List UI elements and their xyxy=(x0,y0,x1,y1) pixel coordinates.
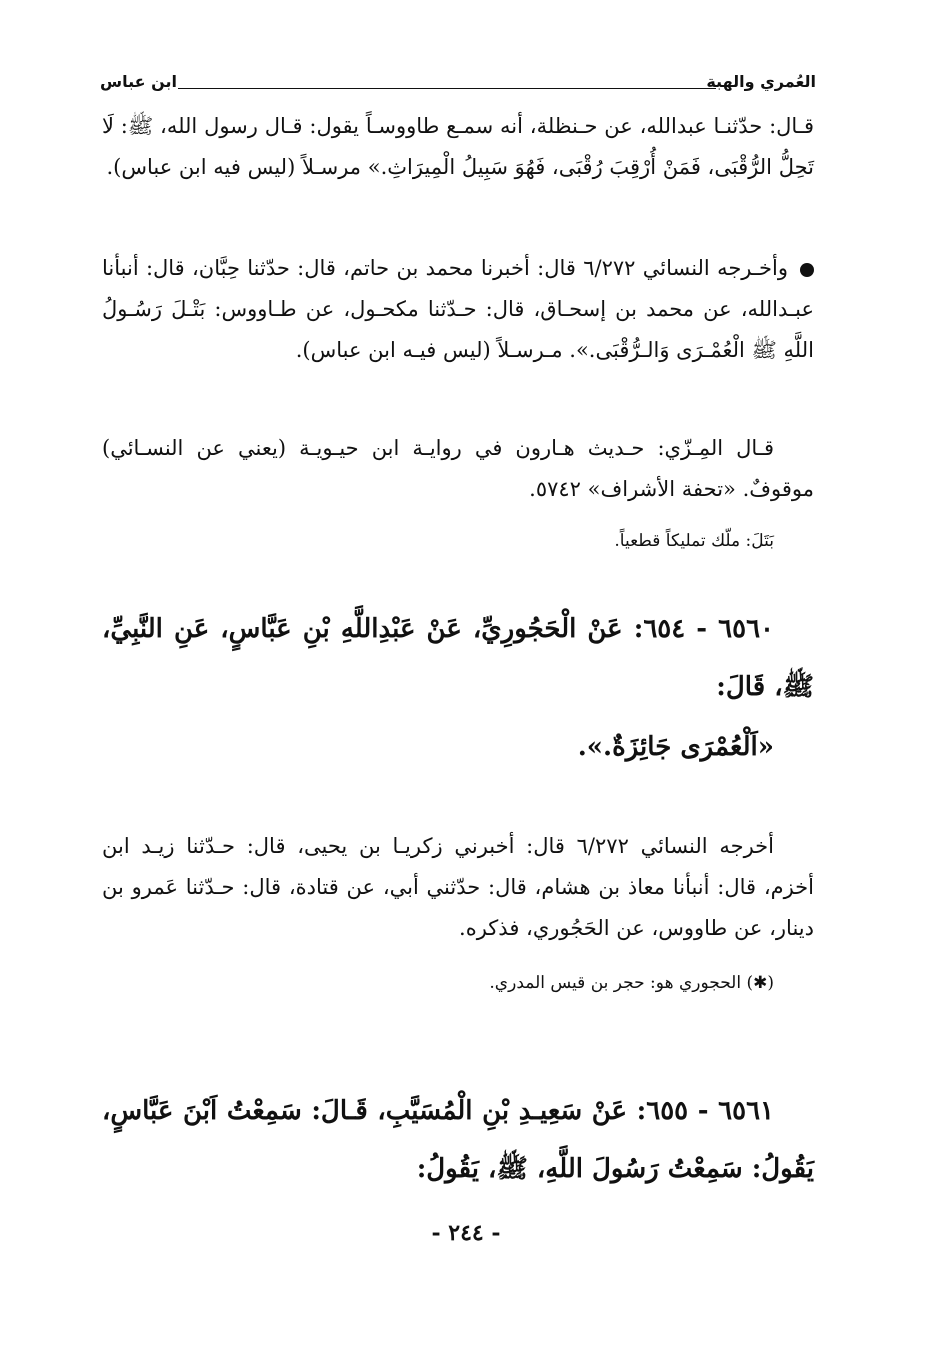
paragraph-nasai-takhrij xyxy=(102,248,814,371)
hadith-6560-text: «اَلْعُمْرَى جَائِزَةٌ.». xyxy=(577,732,774,762)
paragraph-mizzi-comment: قـال المِـزّي: حـديث هـارون في روايـة ابن حيـويـة (يعني عن النسـائي) موقوفٌ. «تحفة الأشراف» ٥٧٤٢. xyxy=(102,436,814,501)
page-number: - ٢٤٤ - xyxy=(431,1220,501,1246)
running-header xyxy=(100,70,816,96)
paragraph-nasai-takhrij-text: وأخـرجه النسائي ٦/٢٧٢ قال: أخبرنا محمد بن حاتم، قال: حدّثنا حِبَّان، قال: أنبأنا عبـدالله، عن محمد بن إسحـاق، قال: حـدّثنا مكحـول، عن طـاووس: بَتْـلَ رَسُـولُ اللَّهِ ﷺ الْعُمْـرَى وَالـرُّقْبَى.». مـرسـلاً (ليس فيـه ابن عباس). xyxy=(102,256,814,362)
hadith-6561-heading: ٦٥٦١ - ٦٥٥: عَنْ سَعِيـدِ بْنِ الْمُسَيَّبِ، قَـالَ: سَمِعْتُ اَبْنَ عَبَّاسٍ، يَقُولُ: سَمِعْتُ رَسُولَ اللَّهِ، ﷺ، يَقُولُ: xyxy=(102,1096,814,1184)
bullet-icon xyxy=(800,263,814,277)
header-section-title: ابن عباس xyxy=(100,72,178,91)
footnote-batl-definition: بَتَلَ: ملّك تمليكاً قطعياً. xyxy=(614,531,774,551)
paragraph-hadith-continuation: قـال: حدّثنـا عبدالله، عن حـنظلة، أنه سمـع طاووسـاً يقول: قـال رسول الله، ﷺ: لَا تَحِلُّ الرُّقْبَى، فَمَنْ أُرْقِبَ رُقْبَى، فَهُوَ سَبِيلُ الْمِيرَاثِ.» مرسـلاً (ليس فيه ابن عباس). xyxy=(102,114,814,179)
header-chapter-title: العُمري والهبة xyxy=(706,72,816,91)
hadith-6560-heading: ٦٥٦٠ - ٦٥٤: عَنْ الْحَجُورِيِّ، عَنْ عَبْدِاللَّهِ بْنِ عَبَّاسٍ، عَنِ النَّبِيِّ، ﷺ، قَالَ: xyxy=(102,614,814,702)
paragraph-nasai-takhrij-2: أخرجه النسائي ٦/٢٧٢ قال: أخبرني زكريـا بن يحيى، قال: حـدّثنا زيـد ابن أخزم، قال: أنبأنا معاذ بن هشام، قال: حدّثني أبي، عن قتادة، قال: حـدّثنا عَمرو بن دينار، عن طاووس، عن الحَجُوري، فذكره. xyxy=(102,834,814,940)
footnote-hajuri: (✱) الحجوري هو: حجر بن قيس المدري. xyxy=(489,973,774,993)
header-rule xyxy=(178,88,716,89)
